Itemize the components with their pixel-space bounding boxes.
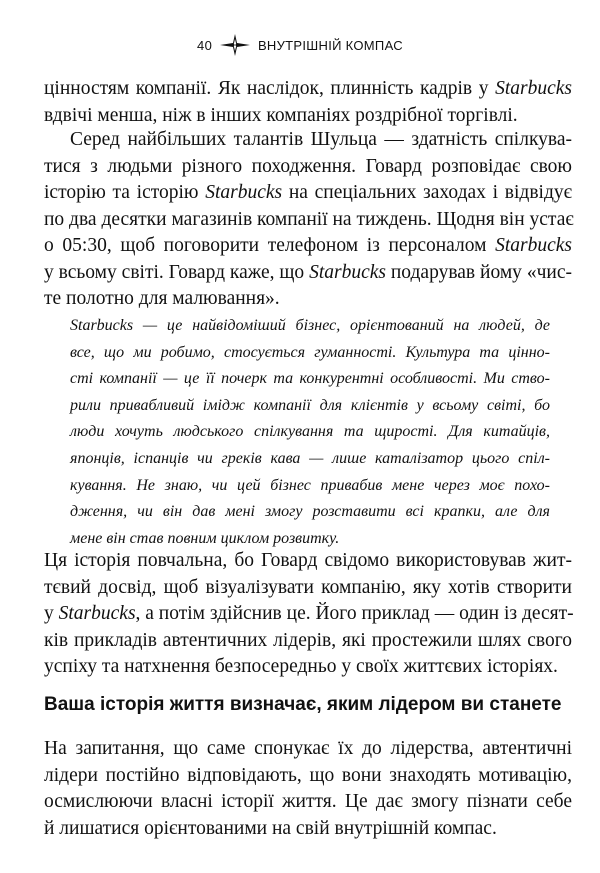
quote-line: рили привабливий імідж компанії для клієнтів у всьому світі, бо	[70, 396, 550, 414]
quote-line: кування. Не знаю, чи цей бізнес привабив мене через моє похо-	[70, 476, 550, 494]
text-line: успіху та натхнення безпосередньо у своїх життєвих історіях.	[44, 656, 558, 677]
running-title: ВНУТРІШНІЙ КОМПАС	[257, 37, 403, 53]
quote-line: сті компанії — це її почерк та конкурентні особливості. Ми ство-	[70, 370, 550, 388]
page-number: 40	[197, 37, 213, 53]
text-line: те полотно для малювання».	[44, 288, 280, 309]
text-line: ків прикладів автентичних лідерів, які простежили шлях свого	[44, 629, 572, 651]
brand-name: Starbucks	[309, 261, 386, 283]
text-line: осмислюючи власні історії життя. Це дає змогу пізнати себе	[44, 791, 572, 812]
paragraph-4	[44, 736, 572, 842]
text-line: у Starbucks, а потім здійснив це. Його приклад — один із десят-	[44, 603, 574, 624]
section-heading: Ваша історія життя визначає, яким лідером ви станете	[44, 694, 562, 715]
compass-star-icon	[220, 34, 250, 56]
text-line: лідери постійно відповідають, що вони знаходять мотивацію,	[44, 764, 572, 786]
text-line: На запитання, що саме спонукає їх до лідерства, автентичні	[44, 738, 572, 759]
quote-line: дження, чи він дав мені змогу розставити всі крапки, але для	[70, 503, 550, 521]
quote-line: мене він став повним циклом розвитку.	[70, 529, 340, 547]
text-line: історію та історію Starbucks на спеціальних заходах і відвідує	[44, 182, 572, 203]
text-line: тєвий досвід, щоб візуалізувати компанію, яку хотів створити	[44, 576, 572, 598]
text-line: й лишатися орієнтованими на свій внутрішній компас.	[44, 817, 497, 839]
brand-name: Starbucks	[205, 182, 283, 203]
text-line: Серед найбільших талантів Шульца — здатність спілкува-	[70, 129, 572, 150]
running-header	[0, 34, 600, 56]
text-line: о 05:30, щоб поговорити телефоном із персоналом Starbucks	[44, 235, 572, 256]
paragraph-3	[44, 548, 572, 681]
text-line: вдвічі менша, ніж в інших компаніях роздрібної торгівлі.	[44, 104, 518, 126]
quote-line: японців, іспанців чи греків кава — лише каталізатор цього спіл-	[70, 449, 550, 467]
paragraph-1	[44, 76, 572, 129]
text-line: тися з людьми різного походження. Говард розповідає свою	[44, 155, 572, 177]
brand-name: Starbucks	[495, 78, 572, 99]
text-line: у всьому світі. Говард каже, що Starbucks подарував йому «чис-	[44, 261, 572, 283]
quote-line: Starbucks — це найвідоміший бізнес, орієнтований на людей, де	[70, 317, 550, 334]
block-quote	[70, 313, 550, 552]
text-line: цінностям компанії. Як наслідок, плинність кадрів у Starbucks	[44, 78, 572, 99]
quote-line: люди хочуть людського спілкування та щирості. Для китайців,	[70, 423, 550, 441]
brand-name: Starbucks	[495, 235, 572, 256]
text-line: по два десятки магазинів компанії на тиждень. Щодня він устає	[44, 208, 574, 230]
quote-line: все, що ми робимо, стосується гуманності. Культура та цінно-	[70, 343, 550, 361]
paragraph-2	[44, 127, 572, 313]
text-line: Ця історія повчальна, бо Говард свідомо використовував жит-	[44, 550, 572, 571]
brand-name: Starbucks	[58, 603, 136, 624]
